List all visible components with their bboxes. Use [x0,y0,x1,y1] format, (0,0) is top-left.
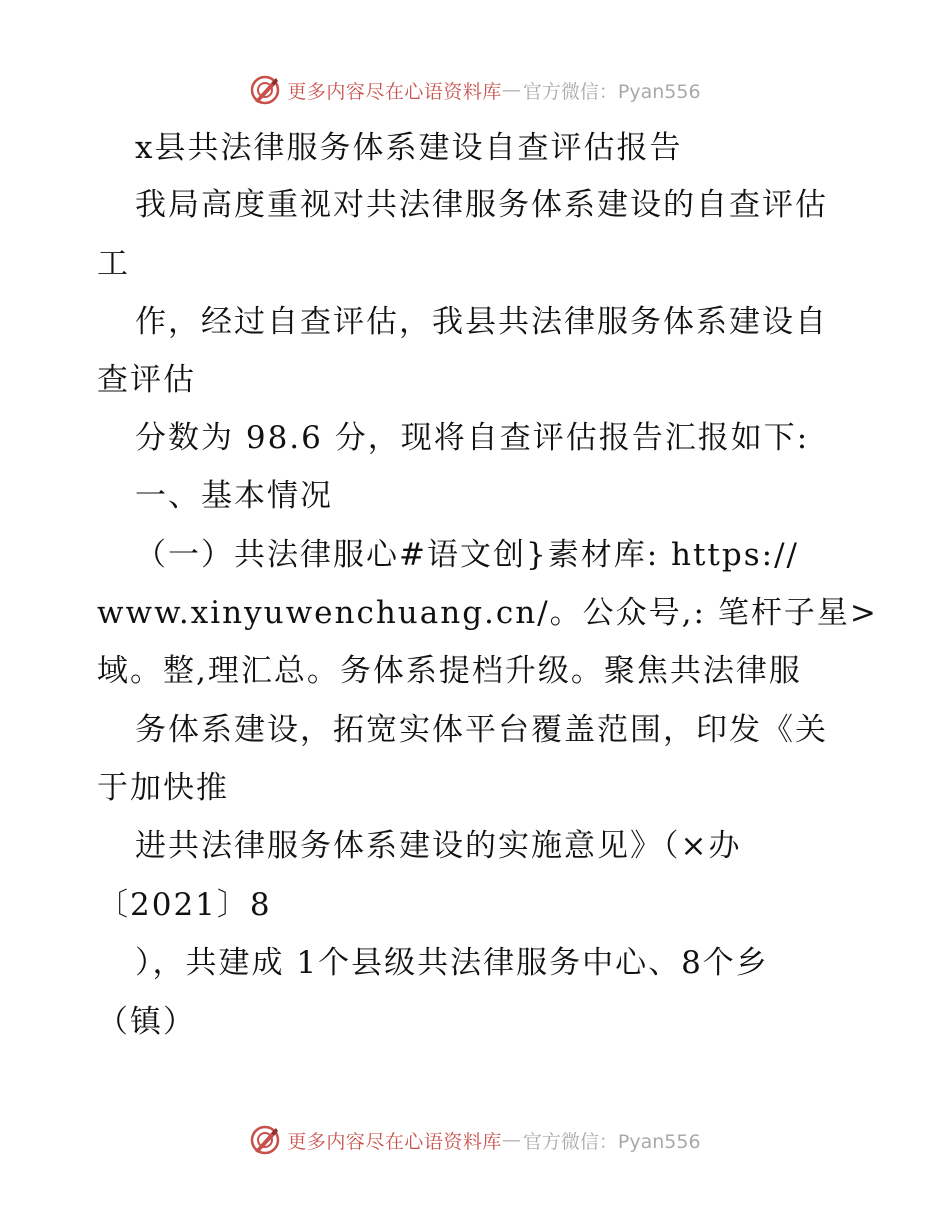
watermark-text: 更多内容尽在心语资料库 [287,80,502,103]
watermark-separator: — [501,1129,521,1151]
watermark-brand: 官方微信：Pyan556 [522,80,701,103]
paragraph-line: ），共建成 1个县级共法律服务中心、8个乡 [135,945,769,981]
paragraph-line: 进共法律服务体系建设的实施意见》（×办 [135,828,742,864]
watermark-header [0,72,950,108]
paragraph-line: 工 [97,246,130,282]
paragraph-line: 域。整,理汇总。务体系提档升级。聚焦共法律服 [97,653,802,689]
pen-logo-icon [249,74,281,106]
section-heading: 一、基本情况 [135,478,333,514]
paragraph-line: 查评估 [97,362,196,398]
watermark-brand: 官方微信：Pyan556 [522,1130,701,1153]
watermark-text: 更多内容尽在心语资料库 [287,1130,502,1153]
paragraph-line: 我局高度重视对共法律服务体系建设的自查评估 [135,187,828,223]
paragraph-line: 于加快推 [97,770,229,806]
paragraph-line: 〔2021〕8 [97,887,272,923]
paragraph-line: 分数为 98.6 分，现将自查评估报告汇报如下: [135,420,810,456]
watermark-footer [0,1122,950,1158]
paragraph-line: （镇） [97,1004,196,1040]
pen-logo-icon [249,1124,281,1156]
paragraph-line: www.xinyuwenchuang.cn/。公众号,: 笔杆子星> [97,595,878,631]
document-title: x县共法律服务体系建设自查评估报告 [135,130,683,166]
paragraph-line: 务体系建设，拓宽实体平台覆盖范围，印发《关 [135,712,828,748]
watermark-separator: — [501,79,521,101]
paragraph-line: 作，经过自查评估，我县共法律服务体系建设自 [135,304,828,340]
paragraph-line: （一）共法律服心#语文创}素材库: https:// [135,537,799,573]
